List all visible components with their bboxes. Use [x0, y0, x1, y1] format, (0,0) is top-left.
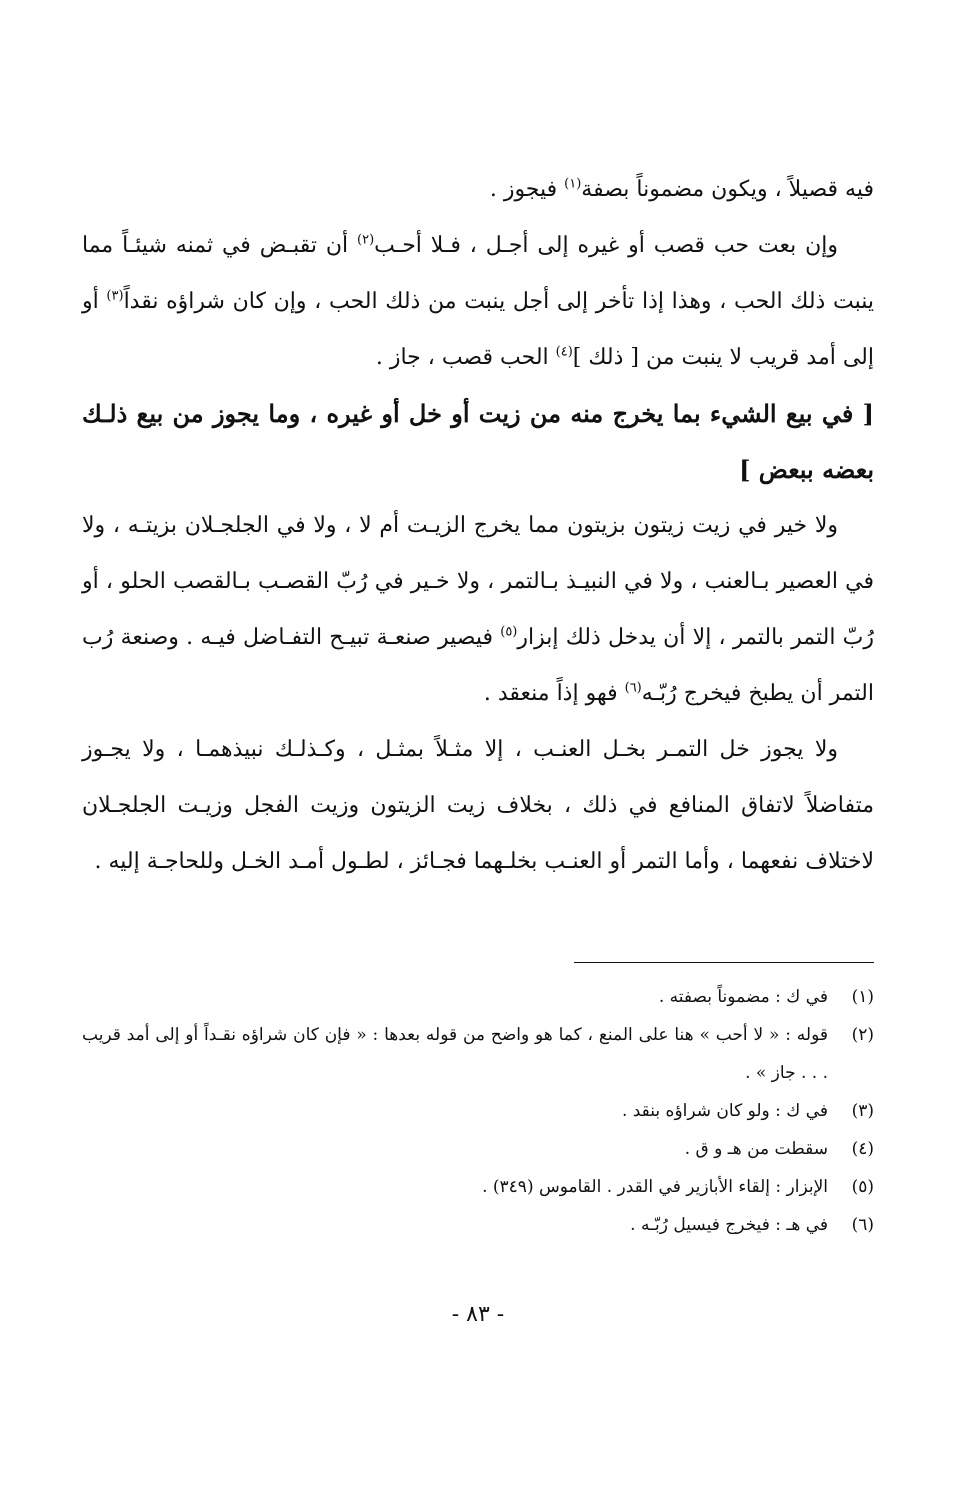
main-text: [82, 162, 874, 890]
page-number: - ٨٣ -: [451, 1302, 505, 1327]
paragraph-2: [82, 218, 874, 386]
footnote-2: [82, 1016, 874, 1092]
paragraph-2-text-b: أن تقبـض في ثمنه شيئـاً مما ينبت ذلك الحب ، وهذا إذا تأخر إلى أجل ينبت من ذلك الحب ، وإن كان شراؤه نقداً: [82, 233, 874, 314]
paragraph-3-text-a: ولا خير في زيت زيتون بزيتون مما يخرج الزيـت أم لا ، ولا في الجلجـلان بزيتـه ، ولا في العصير بـالعنب ، ولا في النبيـذ بـالتمر ، ولا خـير في رُبّ القصـب بـالقصب الحلو ، أو رُبّ التمر بالتمر ، إلا أن يدخل ذلك إبزار: [82, 513, 875, 650]
paragraph-4-text: ولا يجوز خل التمـر بخـل العنـب ، إلا مثـلاً بمثـل ، وكـذلـك نبيذهمـا ، ولا يجـوز متفاضلاً لاتفاق المنافع في ذلك ، بخلاف زيت الزيتون وزيت الفجل وزيـت الجلجـلان لاختلاف نفعهما ، وأما التمر أو العنـب بخلـهما فجـائز ، لطـول أمـد الخـل وللحاجـة إليه .: [82, 737, 874, 874]
paragraph-1-text: فيه قصيلاً ، ويكون مضموناً بصفة: [581, 177, 874, 202]
footnote-1: [82, 978, 874, 1016]
footnote-6: [82, 1206, 874, 1244]
paragraph-3: [82, 498, 874, 722]
paragraph-2-text-a: وإن بعت حب قصب أو غيره إلى أجـل ، فـلا أحـب: [374, 233, 839, 258]
footnote-divider: [574, 962, 874, 963]
footnotes: [82, 978, 874, 1244]
footnote-ref-5: (٥): [500, 624, 518, 640]
footnote-ref-6: (٦): [624, 680, 642, 696]
paragraph-3-text-c: فهو إذاً منعقد .: [483, 681, 625, 706]
footnote-ref-4: (٤): [555, 344, 573, 360]
footnote-number: (٦): [851, 1215, 874, 1235]
paragraph-1-text-end: فيجوز .: [489, 177, 565, 202]
footnote-text: في هـ : فيخرج فيسيل رُبّـه .: [630, 1215, 828, 1235]
paragraph-4: [82, 722, 874, 890]
paragraph-2-text-d: الحب قصب ، جاز .: [375, 345, 556, 370]
footnote-text: قوله : « لا أحب » هنا على المنع ، كما هو واضح من قوله بعدها : « فإن كان شراؤه نقـداً أو إلى أمد قريب . . . جاز » .: [82, 1025, 828, 1083]
footnote-3: [82, 1092, 874, 1130]
footnote-5: [82, 1168, 874, 1206]
footnote-text: في ك : ولو كان شراؤه بنقد .: [621, 1101, 828, 1121]
footnote-text: الإبزار : إلقاء الأبازير في القدر . القاموس (٣٤٩) .: [482, 1177, 828, 1197]
footnote-4: [82, 1130, 874, 1168]
section-heading: [ في بيع الشيء بما يخرج منه من زيت أو خل أو غيره ، وما يجوز من بيع ذلـك بعضه ببعض ]: [82, 399, 874, 484]
footnote-number: (٤): [851, 1139, 874, 1159]
footnote-number: (٣): [851, 1101, 874, 1121]
paragraph-2-text-c: أو إلى أمد قريب لا ينبت من [ ذلك ]: [82, 289, 874, 370]
footnote-text: في ك : مضموناً بصفته .: [658, 987, 828, 1007]
paragraph-1: [82, 162, 874, 218]
footnote-ref-1: (١): [564, 176, 582, 192]
footnote-number: (٥): [851, 1177, 874, 1197]
footnote-number: (١): [851, 987, 874, 1007]
footnote-number: (٢): [851, 1025, 874, 1045]
footnote-ref-2: (٢): [357, 232, 375, 248]
paragraph-3-text-b: فيصير صنعـة تبيـح التفـاضل فيـه . وصنعة رُب التمر أن يطبخ فيخرج رُبّـه: [82, 625, 874, 706]
footnote-ref-3: (٣): [106, 288, 124, 304]
footnote-text: سقطت من هـ و ق .: [684, 1139, 828, 1159]
